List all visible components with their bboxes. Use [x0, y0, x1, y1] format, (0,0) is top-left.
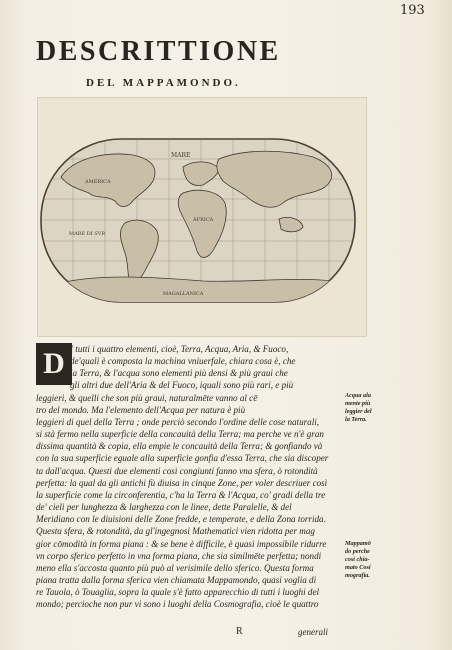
- side-note-line: do perche: [345, 548, 370, 555]
- body-line: gior cōmodità in forma piana : & se bene è difficile, è quasi impossibile ridurre: [36, 538, 327, 549]
- side-note-mappamondo: [345, 540, 405, 580]
- map-label-america: AMERICA: [85, 179, 111, 185]
- map-label-mare-di-svr: MARE DI SVR: [69, 231, 106, 237]
- body-line: mondo; percioche non pur vi sono i luoghi della Cosmografia, cioè le quattro: [36, 599, 319, 610]
- side-note-line: la Terra.: [345, 416, 367, 423]
- page-number: 193: [400, 3, 425, 18]
- body-line: meno ella s'accosta quanto più può al verisimile dello sferico. Questa forma: [36, 562, 314, 573]
- body-line: piana tratta dalla forma sferica vien chiamata Mappamondo, quasi voglia di: [36, 574, 317, 585]
- world-map-image: [33, 137, 363, 307]
- drop-cap: D: [36, 343, 72, 385]
- body-line: si stà fermo nella superficie della concauità della Terra; ma perche ve n'è gran: [36, 429, 324, 440]
- signature-mark: R: [236, 626, 243, 637]
- map-label-africa: AFRICA: [193, 217, 214, 223]
- body-line: de'quali è composta la machina vniuerfale, chiara cosa è, che: [70, 356, 296, 367]
- body-line: Meridiano con le diuisioni delle Zone fredde, e temperate, e della Zona torrida.: [36, 514, 326, 525]
- page-title: DESCRITTIONE: [36, 36, 281, 67]
- side-note-line: mato Cosi: [345, 564, 371, 571]
- body-line: la Terra, & l'acqua sono elementi più densi & più graui che: [70, 368, 288, 379]
- side-note-line: mografia.: [345, 572, 370, 579]
- side-note-line: Mappamō: [345, 540, 371, 547]
- body-line: con la sua superficie eguale alla superficie gonfia d'essa Terra, che sia discoper: [36, 453, 329, 464]
- map-label-mare: MARE: [171, 152, 191, 159]
- body-line: Questa sfera, & rotondità, da gl'ingegnosi Mathematici vien ridotta per mag: [36, 526, 315, 537]
- side-note-acqua: [345, 392, 405, 424]
- body-line: dissima quantità & copia, ella empie le concauità della Terra; & gonfiando và: [36, 441, 323, 452]
- side-note-line: Acqua ala: [345, 392, 371, 399]
- body-line: re Tauola, ò Touaglia, sopra la quale s'è fatto apparecchio di tutti i luoghi del: [36, 587, 320, 598]
- body-line: ta dall'acqua. Questi due elementi così congiunti fanno vna sfera, ò rotondità: [36, 465, 318, 476]
- body-line: tro del mondo. Ma l'elemento dell'Acqua per natura è più: [36, 404, 246, 415]
- body-line: vn corpo sferico perfetto in vna forma piana, che sia similmēte perfetta; nondi: [36, 550, 322, 561]
- body-line: perfetta: la qual da gli antichi fù diuisa in cinque Zone, per voler descriuer così: [36, 477, 328, 488]
- side-note-line: così chia-: [345, 556, 370, 563]
- body-text: [36, 343, 336, 610]
- body-line: la superficie come la circonferentia, c'ha la Terra & l'Acqua, co' gradi della tre: [36, 489, 326, 500]
- body-line: de' cieli per lunghezza & larghezza con le linee, dette Paralelle, & del: [36, 502, 292, 513]
- map-label-magallanica: MAGALLANICA: [163, 291, 204, 297]
- side-note-line: leggier del: [345, 408, 372, 415]
- body-line: leggieri di quel della Terra ; onde perciò secondo l'ordine delle cose naturali,: [36, 416, 320, 427]
- side-note-line: mente più: [345, 400, 371, 407]
- catchword: generali: [298, 627, 328, 637]
- page-subtitle: DEL MAPPAMONDO.: [86, 77, 241, 89]
- body-line: leggieri, & quelli che son più graui, naturalmēte vanno al cē: [36, 392, 258, 403]
- body-line: I tutti i quattro elementi, cioè, Terra, Acqua, Aria, & Fuoco,: [70, 344, 289, 354]
- body-line: gli altri due dell'Aria & del Fuoco, iquali sono più rari, e più: [70, 380, 294, 391]
